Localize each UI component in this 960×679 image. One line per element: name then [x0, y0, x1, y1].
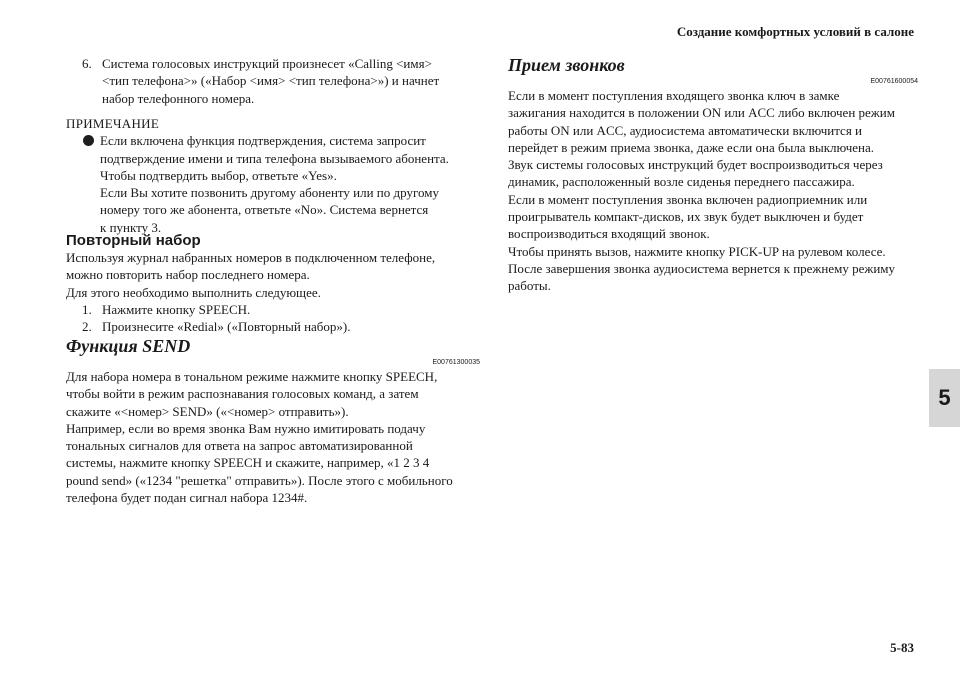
text-line: Для этого необходимо выполнить следующее. [66, 284, 321, 300]
text-line: Звук системы голосовых инструкций будет воспроизводиться через [508, 157, 883, 173]
redial-body [66, 249, 480, 335]
text-line: Например, если во время звонка Вам нужно имитировать подачу [66, 420, 426, 436]
text-line: Чтобы подтвердить выбор, ответьте «Yes». [100, 167, 337, 183]
step-6 [66, 55, 480, 107]
receive-body [508, 87, 918, 295]
send-body [66, 368, 480, 506]
text-line: перейдет в режим приема звонка, даже если она была выключена. [508, 139, 874, 155]
note-item [66, 132, 480, 236]
text-line: динамик, расположенный возле сиденья переднего пассажира. [508, 174, 855, 190]
text-line: скажите «<номер> SEND» («<номер> отправить»). [66, 403, 349, 419]
text-line: подтверждение имени и типа телефона вызываемого абонента. [100, 150, 449, 166]
redial-step [66, 301, 480, 318]
text-line: <тип телефона>» («Набор <имя> <тип телефона>») и начнет [102, 73, 440, 89]
text-line: После завершения звонка аудиосистема вернется к прежнему режиму [508, 260, 896, 276]
step-number: 2. [82, 319, 92, 335]
step-text: Произнесите «Redial» («Повторный набор»). [102, 319, 351, 335]
page-number: 5-83 [890, 640, 914, 655]
text-line: телефона будет подан сигнал набора 1234#. [66, 490, 308, 506]
step-text: Нажмите кнопку SPEECH. [102, 301, 251, 317]
note-block [66, 115, 480, 236]
text-line: Чтобы принять вызов, нажмите кнопку PICK-UP на рулевом колесе. [508, 243, 886, 259]
step-text [102, 55, 480, 107]
text-line: воспроизводиться входящий звонок. [508, 226, 710, 242]
redial-step [66, 318, 480, 335]
text-line: Система голосовых инструкций произнесет «Calling <имя> [102, 56, 432, 71]
text-line: работы ON или ACC, аудиосистема автоматически включится и [508, 122, 863, 138]
note-title: ПРИМЕЧАНИЕ [66, 116, 160, 131]
text-line: Если Вы хотите позвонить другому абоненту или по другому [100, 185, 439, 201]
section-heading-receive: Прием звонков [508, 55, 625, 75]
step-number: 1. [82, 301, 92, 317]
section-code: E00761300035 [432, 359, 480, 366]
text-line: проигрыватель компакт-дисков, их звук будет выключен и будет [508, 209, 864, 225]
text-line: работы. [508, 278, 551, 294]
text-line: Если в момент поступления звонка включен радиоприемник или [508, 191, 868, 207]
text-line: pound send» («1234 "решетка" отправить»). После этого с мобильного [66, 472, 453, 488]
text-line: к пункту 3. [100, 219, 162, 235]
chapter-tab: 5 [929, 369, 960, 427]
note-text [100, 132, 449, 236]
text-line: чтобы войти в режим распознавания голосовых команд, а затем [66, 386, 419, 402]
text-line: номеру того же абонента, ответьте «No». Система вернется [100, 202, 429, 218]
section-heading-send: Функция SEND [66, 336, 191, 356]
section-code: E00761600054 [870, 78, 918, 85]
text-line: Если в момент поступления входящего звонка ключ в замке [508, 88, 840, 103]
text-line: Для набора номера в тональном режиме нажмите кнопку SPEECH, [66, 369, 438, 384]
text-line: Если включена функция подтверждения, система запросит [100, 133, 426, 149]
text-line: тональных сигналов для ответа на запрос автоматизированной [66, 438, 413, 454]
text-line: Используя журнал набранных номеров в подключенном телефоне, [66, 250, 436, 265]
text-line: системы, нажмите кнопку SPEECH и скажите, например, «1 2 3 4 [66, 455, 430, 471]
text-line: набор телефонного номера. [102, 90, 255, 106]
section-heading-redial: Повторный набор [66, 232, 201, 249]
page-header-title: Создание комфортных условий в салоне [676, 24, 914, 39]
text-line: зажигания находится в положении ON или ACC либо включен режим [508, 105, 895, 121]
step-number: 6. [82, 56, 92, 71]
text-line: можно повторить набор последнего номера. [66, 267, 310, 283]
bullet-icon [66, 132, 100, 236]
